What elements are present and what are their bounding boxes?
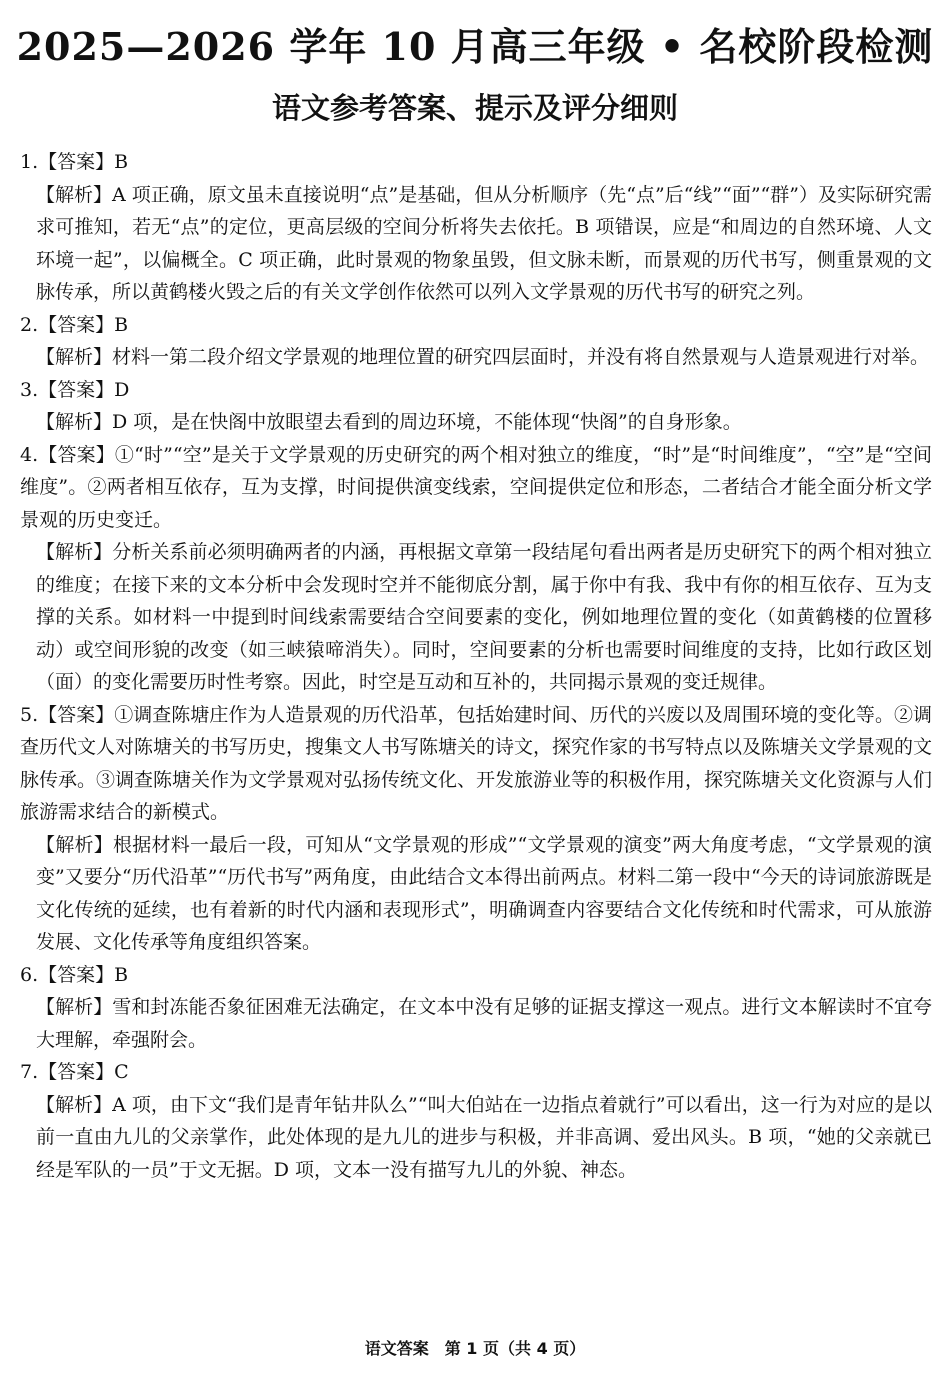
question-item-3 xyxy=(20,374,932,439)
question-item-6 xyxy=(20,959,932,1057)
analysis-text: 【解析】D 项，是在快阁中放眼望去看到的周边环境，不能体现“快阁”的自身形象。 xyxy=(36,411,742,433)
question-number: 7. xyxy=(20,1061,39,1083)
question-number: 3. xyxy=(20,378,39,401)
answer-list xyxy=(20,146,932,1186)
analysis-text: 【解析】A 项，由下文“我们是青年钻井队么”“叫大伯站在一边指点着就行”可以看出，这一行为对应的是以前一直由九儿的父亲掌作，此处体现的是九儿的进步与积极，并非高调、爱出风头。B 项，“她的父亲就已经是军队的一员”于文无据。D 项，文本一没有描写九儿的外貌、神态。 xyxy=(36,1093,932,1181)
question-number: 5. xyxy=(20,703,39,726)
answer-text: 【答案】B xyxy=(38,313,129,336)
question-number: 4. xyxy=(20,443,39,466)
analysis-text: 【解析】A 项正确，原文虽未直接说明“点”是基础，但从分析顺序（先“点”后“线”“面”“群”）及实际研究需求可推知，若无“点”的定位，更高层级的空间分析将失去依托。B 项错误，应是“和周边的自然环境、人文环境一起”，以偏概全。C 项正确，此时景观的物象虽毁，但文脉未断，而景观的历代书写，侧重景观的文脉传承，所以黄鹤楼火毁之后的有关文学创作依然可以列入文学景观的历代书写的研究之列。 xyxy=(36,183,932,303)
answer-text: 【答案】①调查陈塘庄作为人造景观的历代沿革，包括始建时间、历代的兴废以及周围环境的变化等。②调查历代文人对陈塘关的书写历史，搜集文人书写陈塘关的诗文，探究作家的书写特点以及陈塘关文学景观的文脉传承。③调查陈塘关作为文学景观对弘扬传统文化、开发旅游业等的积极作用，探究陈塘关文化资源与人们旅游需求结合的新模式。 xyxy=(20,703,933,823)
question-item-1 xyxy=(20,146,932,309)
analysis-text: 【解析】雪和封冻能否象征困难无法确定，在文本中没有足够的证据支撑这一观点。进行文本解读时不宜夸大理解，牵强附会。 xyxy=(36,996,932,1051)
question-item-4 xyxy=(20,439,932,699)
page-title: 2025—2026 学年 10 月高三年级 • 名校阶段检测 xyxy=(16,24,934,69)
question-item-2 xyxy=(20,309,932,374)
question-number: 6. xyxy=(20,963,39,986)
answer-text: 【答案】①“时”“空”是关于文学景观的历史研究的两个相对独立的维度，“时”是“时间维度”，“空”是“空间维度”。②两者相互依存，互为支撑，时间提供演变线索，空间提供定位和形态，二者结合才能全面分析文学景观的历史变迁。 xyxy=(20,443,932,531)
analysis-text: 【解析】根据材料一最后一段，可知从“文学景观的形成”“文学景观的演变”两大角度考虑，“文学景观的演变”又要分“历代沿革”“历代书写”两角度，由此结合文本得出前两点。材料二第一段中“今天的诗词旅游既是文化传统的延续，也有着新的时代内涵和表现形式”，明确调查内容要结合文化传统和时代需求，可从旅游发展、文化传承等角度组织答案。 xyxy=(36,833,932,953)
analysis-text: 【解析】材料一第二段介绍文学景观的地理位置的研究四层面时，并没有将自然景观与人造景观进行对举。 xyxy=(36,346,930,368)
question-item-5 xyxy=(20,699,932,959)
analysis-text: 【解析】分析关系前必须明确两者的内涵，再根据文章第一段结尾句看出两者是历史研究下的两个相对独立的维度；在接下来的文本分析中会发现时空并不能彻底分割，属于你中有我、我中有你的相互依存、互为支撑的关系。如材料一中提到时间线索需要结合空间要素的变化，例如地理位置的变化（如黄鹤楼的位置移动）或空间形貌的改变（如三峡猿啼消失）。同时，空间要素的分析也需要时间维度的支持，比如行政区划（面）的变化需要历时性考察。因此，时空是互动和互补的，共同揭示景观的变迁规律。 xyxy=(36,541,932,693)
question-number: 2. xyxy=(20,313,39,336)
answer-text: 【答案】B xyxy=(38,151,129,173)
answer-text: 【答案】D xyxy=(38,378,130,401)
question-number: 1. xyxy=(20,151,39,173)
answer-text: 【答案】C xyxy=(38,1061,129,1083)
page-subtitle: 语文参考答案、提示及评分细则 xyxy=(271,91,678,125)
answer-text: 【答案】B xyxy=(38,963,129,986)
page-footer: 语文答案 第 1 页（共 4 页） xyxy=(364,1339,586,1358)
question-item-7 xyxy=(20,1056,932,1186)
